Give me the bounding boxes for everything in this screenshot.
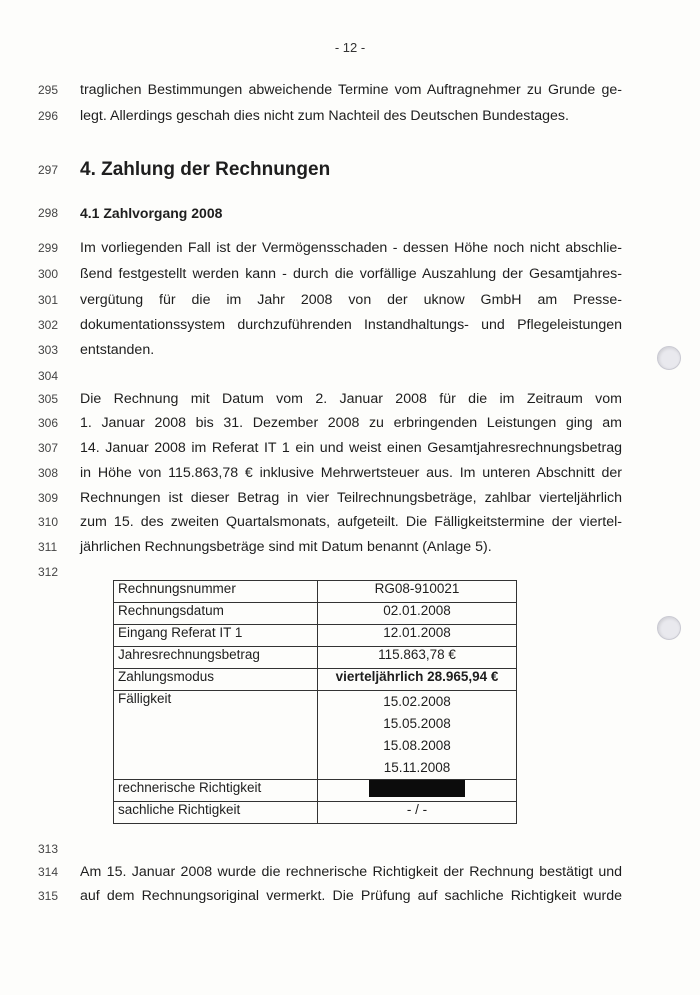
text-line: [0, 340, 700, 360]
table-label: Eingang Referat IT 1: [114, 625, 318, 647]
line-number: 299: [38, 241, 59, 255]
line-number: 302: [38, 318, 59, 332]
table-row: [114, 780, 517, 802]
line-number: 314: [38, 865, 59, 879]
line-number: 309: [38, 491, 59, 505]
table-value: 115.863,78 €: [318, 647, 517, 669]
line-number: 313: [38, 842, 59, 856]
line-text: zum 15. des zweiten Quartalsmonats, aufgeteilt. Die Fälligkeitstermine der viertel-: [80, 514, 622, 530]
text-line: [0, 389, 700, 409]
text-line: [0, 264, 700, 284]
line-text: legt. Allerdings geschah dies nicht zum Nachteil des Deutschen Bundestages.: [80, 108, 569, 124]
line-number: 311: [38, 540, 58, 554]
table-value-payment-mode: vierteljährlich 28.965,94 €: [318, 669, 517, 691]
text-line: [0, 366, 700, 386]
table-label: Zahlungsmodus: [114, 669, 318, 691]
table-label: rechnerische Richtigkeit: [114, 780, 318, 802]
line-text: ßend festgestellt werden kann - durch die vorfällige Auszahlung der Gesamtjahres-: [80, 266, 622, 282]
punch-hole: [657, 346, 681, 370]
line-text: traglichen Bestimmungen abweichende Termine vom Auftragnehmer zu Grunde ge-: [80, 82, 622, 98]
line-number: 296: [38, 109, 59, 123]
line-number: 298: [38, 206, 59, 220]
table-label: Rechnungsdatum: [114, 603, 318, 625]
line-number: 303: [38, 343, 59, 357]
text-line: [0, 238, 700, 258]
page-number: - 12 -: [334, 40, 366, 55]
text-line: [0, 562, 700, 582]
text-line: [0, 438, 700, 458]
line-number: 297: [38, 163, 59, 177]
line-text: 1. Januar 2008 bis 31. Dezember 2008 zu erbringenden Leistungen ging am: [80, 415, 622, 431]
text-line: [0, 886, 700, 906]
table-row: [114, 691, 517, 780]
table-value: 02.01.2008: [318, 603, 517, 625]
text-line: [0, 413, 700, 433]
line-text: dokumentationssystem durchzuführenden Instandhaltungs- und Pflegeleistungen: [80, 317, 622, 333]
due-date: 15.02.2008: [383, 694, 451, 709]
table-label: sachliche Richtigkeit: [114, 802, 318, 824]
table-row: [114, 647, 517, 669]
line-text: vergütung für die im Jahr 2008 von der uknow GmbH am Presse-: [80, 292, 622, 308]
table-value: [318, 780, 517, 802]
line-text: Im vorliegenden Fall ist der Vermögensschaden - dessen Höhe noch nicht abschlie-: [80, 240, 622, 256]
text-line: [0, 106, 700, 126]
text-line: [0, 862, 700, 882]
text-line: [0, 160, 700, 186]
invoice-table: [113, 580, 517, 824]
line-number: 305: [38, 392, 59, 406]
line-text: Am 15. Januar 2008 wurde die rechnerische Richtigkeit der Rechnung bestätigt und: [80, 864, 622, 880]
text-line: [0, 315, 700, 335]
table-label: Fälligkeit: [114, 691, 318, 780]
line-text: 14. Januar 2008 im Referat IT 1 ein und weist einen Gesamtjahresrechnungsbetrag: [80, 440, 622, 456]
line-number: 301: [38, 293, 59, 307]
text-line: [0, 203, 700, 229]
table-label: Jahresrechnungsbetrag: [114, 647, 318, 669]
table-due-dates: [318, 691, 517, 780]
line-number: 304: [38, 369, 59, 383]
redaction-block: [369, 780, 465, 797]
line-text: Rechnungen ist dieser Betrag in vier Teilrechnungsbeträge, zahlbar vierteljährlich: [80, 490, 622, 506]
line-number: 308: [38, 466, 59, 480]
line-number: 307: [38, 441, 59, 455]
table-value: 12.01.2008: [318, 625, 517, 647]
line-number: 300: [38, 267, 59, 281]
table-row: [114, 669, 517, 691]
text-line: [0, 290, 700, 310]
due-date: 15.11.2008: [383, 760, 451, 775]
line-text: auf dem Rechnungsoriginal vermerkt. Die Prüfung auf sachliche Richtigkeit wurde: [80, 888, 622, 904]
line-number: 310: [38, 515, 59, 529]
due-date: 15.05.2008: [383, 716, 451, 731]
line-number: 295: [38, 83, 59, 97]
table-value: RG08-910021: [318, 581, 517, 603]
due-date: 15.08.2008: [383, 738, 451, 753]
text-line: [0, 463, 700, 483]
text-line: [0, 839, 700, 859]
text-line: [0, 537, 700, 557]
table-label: Rechnungsnummer: [114, 581, 318, 603]
section-heading: 4.1 Zahlvorgang 2008: [80, 205, 223, 221]
table-row: [114, 625, 517, 647]
text-line: [0, 80, 700, 100]
line-number: 306: [38, 416, 59, 430]
table-value: - / -: [318, 802, 517, 824]
text-line: [0, 488, 700, 508]
line-text: entstanden.: [80, 342, 155, 358]
text-line: [0, 512, 700, 532]
table-row: [114, 802, 517, 824]
line-number: 315: [38, 889, 59, 903]
section-heading: 4. Zahlung der Rechnungen: [80, 159, 331, 180]
table-row: [114, 603, 517, 625]
table-row: [114, 581, 517, 603]
line-text: in Höhe von 115.863,78 € inklusive Mehrwertsteuer aus. Im unteren Abschnitt der: [80, 465, 622, 481]
line-number: 312: [38, 565, 59, 579]
punch-hole: [657, 616, 681, 640]
line-text: jährlichen Rechnungsbeträge sind mit Datum benannt (Anlage 5).: [80, 539, 492, 555]
line-text: Die Rechnung mit Datum vom 2. Januar 2008 für die im Zeitraum vom: [80, 391, 622, 407]
